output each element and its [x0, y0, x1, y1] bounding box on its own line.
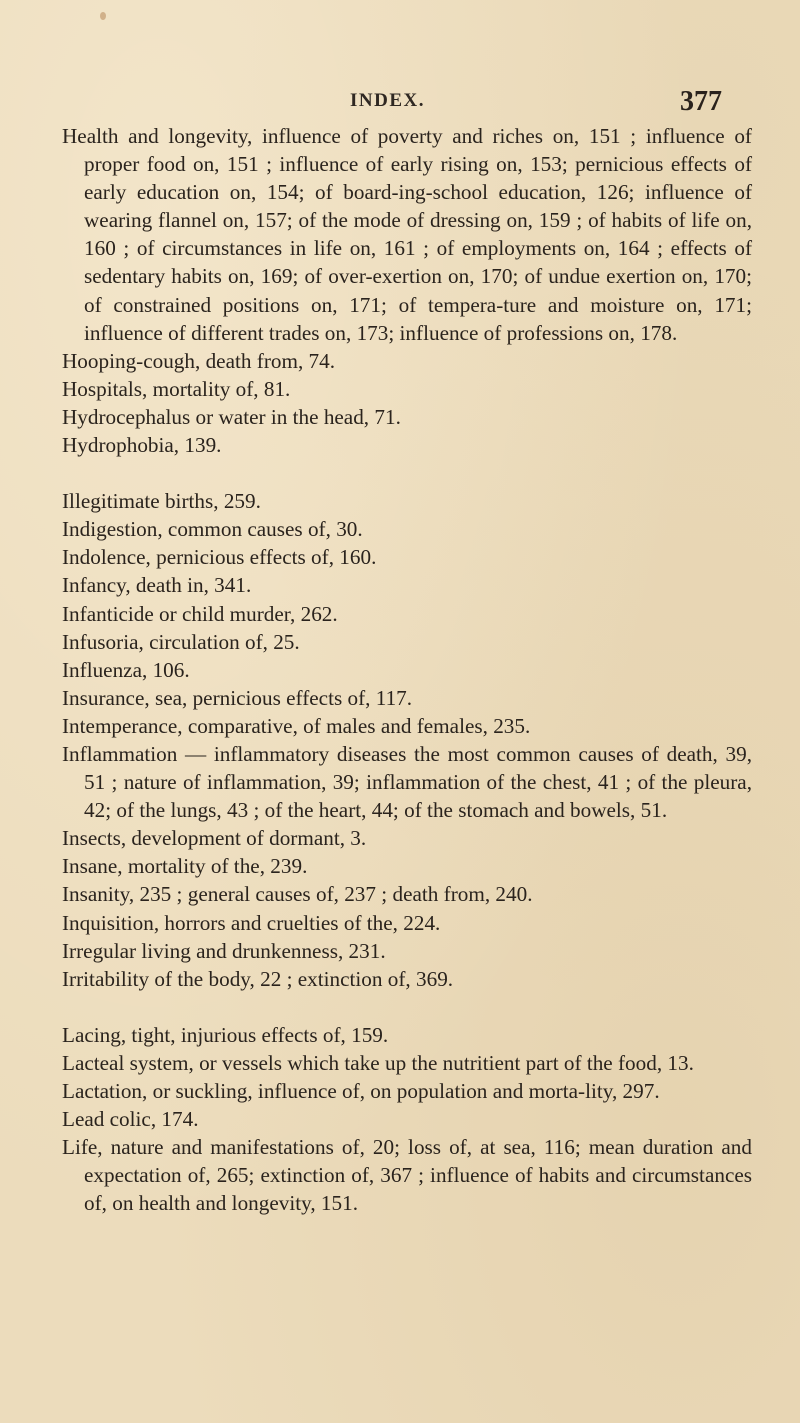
paper-blemish [100, 12, 106, 20]
index-entry: Lead colic, 174. [62, 1107, 199, 1132]
index-entry: Lacing, tight, injurious effects of, 159. [62, 1022, 389, 1047]
page-number: 377 [680, 86, 722, 117]
page-header [0, 86, 800, 116]
index-entry: Infanticide or child murder, 262. [62, 601, 338, 626]
index-entry: Intemperance, comparative, of males and females, 235. [62, 713, 531, 738]
section-divider [62, 459, 752, 487]
index-entry: Life, nature and manifestations of, 20; loss of, at sea, 116; mean duration and expectation of, 265; extinction of, 367 ; influence of habits and circumstances of, on health and longevity, 151. [62, 1135, 752, 1216]
index-entry: Inflammation — inflammatory diseases the most common causes of death, 39, 51 ; nature of inflammation, 39; inflammation of the chest, 41 ; of the pleura, 42; of the lungs, 43 ; of the heart, 44; of the stomach and bowels, 51. [62, 741, 752, 823]
index-entry: Inquisition, horrors and cruelties of the, 224. [62, 910, 441, 935]
index-entry: Insects, development of dormant, 3. [62, 826, 367, 851]
index-entry: Insanity, 235 ; general causes of, 237 ; death from, 240. [62, 882, 533, 907]
index-entry: Insane, mortality of the, 239. [62, 854, 308, 879]
index-entry: Hydrocephalus or water in the head, 71. [62, 404, 401, 429]
index-entry: Infusoria, circulation of, 25. [62, 629, 300, 654]
index-entry: Health and longevity, influence of poverty and riches on, 151 ; influence of proper food on, 151 ; influence of early rising on, 153; pernicious effects of early education on, 154; of board-ing-school education, 126; influence of wearing flannel on, 157; of the mode of dressing on, 159 ; of habits of life on, 160 ; of circumstances in life on, 161 ; of employments on, 164 ; effects of sedentary habits on, 169; of over-exertion on, 170; of undue exertion on, 170; of constrained positions on, 171; of tempera-ture and moisture on, 171; influence of different trades on, 173; influence of professions on, 178. [62, 124, 752, 345]
index-entry: Indolence, pernicious effects of, 160. [62, 545, 377, 570]
index-entry: Influenza, 106. [62, 657, 190, 682]
index-section-l [62, 1021, 752, 1218]
running-head: INDEX. [350, 90, 425, 111]
index-entry: Lacteal system, or vessels which take up the nutritient part of the food, 13. [62, 1050, 694, 1075]
index-entry: Irritability of the body, 22 ; extinction of, 369. [62, 966, 454, 991]
index-entry: Illegitimate births, 259. [62, 489, 261, 514]
index-entry: Hydrophobia, 139. [62, 433, 222, 458]
index-entry: Hooping-cough, death from, 74. [62, 348, 336, 373]
index-entry: Lactation, or suckling, influence of, on population and morta-lity, 297. [62, 1079, 660, 1103]
index-entry: Hospitals, mortality of, 81. [62, 376, 291, 401]
index-entry: Irregular living and drunkenness, 231. [62, 938, 386, 963]
index-entry: Indigestion, common causes of, 30. [62, 517, 363, 542]
index-section-h [62, 122, 752, 459]
section-divider [62, 993, 752, 1021]
index-entry: Insurance, sea, pernicious effects of, 117. [62, 685, 413, 710]
index-section-i [62, 487, 752, 993]
index-list [62, 122, 752, 1217]
index-entry: Infancy, death in, 341. [62, 573, 252, 598]
